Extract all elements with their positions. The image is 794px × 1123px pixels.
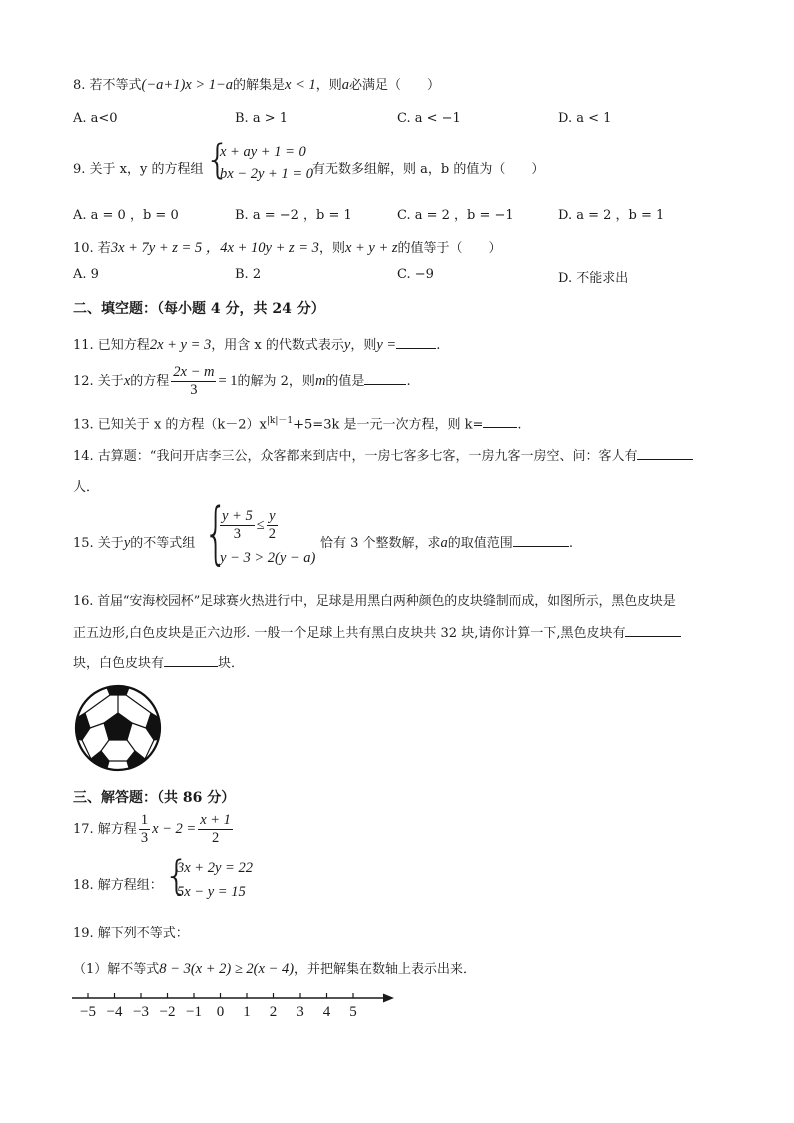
- q10-math: 3x + 7y + z = 5 ，4x + 10y + z = 3: [110, 240, 319, 256]
- q18-eq1: 3x + 2y = 22: [177, 860, 253, 876]
- q12-prefix: 12. 关于: [73, 374, 124, 389]
- q8-option-c[interactable]: C. a < −1: [397, 111, 461, 126]
- q10-stem: [73, 236, 502, 257]
- q13-exponent: |k|－1: [266, 416, 294, 426]
- q11-suffix: ，则: [350, 338, 377, 353]
- soccer-ball-icon: [73, 683, 163, 773]
- q9-option-c[interactable]: C. a = 2 ，b = −1: [397, 208, 514, 223]
- q19-title: 19. 解下列不等式：: [73, 926, 189, 941]
- q8-end: 必满足（ ）: [349, 78, 441, 93]
- q9-option-b[interactable]: B. a = −2 ，b = 1: [235, 208, 352, 223]
- number-line-label: 5: [349, 1004, 357, 1020]
- q15-ineq1-op: ≤: [256, 516, 265, 533]
- q8-var: a: [341, 77, 350, 93]
- q17-frac-right: [198, 812, 233, 847]
- q15-frac-right: [267, 508, 278, 543]
- q15-var: y: [123, 535, 131, 551]
- q16-line3: [73, 652, 244, 671]
- q12-fraction: [171, 364, 216, 399]
- q11-stem: [73, 334, 440, 354]
- q12-frac-den: 3: [190, 382, 198, 398]
- q16-line3-a: 块，白色皮块有: [73, 656, 165, 671]
- q15-suffix: [320, 532, 573, 552]
- q19-part1: [73, 958, 476, 978]
- soccer-ball-figure: [73, 683, 163, 777]
- q15-frac-left: [220, 508, 255, 543]
- q12-mid: 的方程: [130, 374, 170, 389]
- q17-mid: x − 2 =: [152, 821, 197, 837]
- q11-answer-blank[interactable]: [396, 336, 436, 349]
- q12-answer-blank[interactable]: [364, 372, 406, 385]
- q8-option-d[interactable]: D. a < 1: [558, 111, 612, 126]
- q15-prefix-text: 15. 关于: [73, 536, 124, 551]
- q9-prefix: 9. 关于 x，y 的方程组: [73, 162, 204, 177]
- q17-prefix: 17. 解方程: [73, 822, 137, 837]
- q8-math: (−a+1)x > 1−a: [141, 77, 234, 93]
- q15-prefix: [73, 532, 195, 552]
- q16-line2: [73, 622, 681, 641]
- q8-mid: 的解集是: [233, 78, 286, 93]
- q16-black-blank[interactable]: [625, 624, 681, 637]
- number-line-arrow: [383, 994, 394, 1003]
- q17-frac-right-num: x + 1: [200, 812, 231, 828]
- q9-eq2: bx − 2y + 1 = 0: [220, 166, 313, 182]
- q15-frac-left-num: y + 5: [222, 508, 253, 524]
- q8-suffix: ，则: [315, 78, 342, 93]
- q9-suffix: 有无数多组解，则 a，b 的值为（ ）: [312, 162, 545, 177]
- q17-frac-right-den: 2: [211, 830, 220, 846]
- q15-frac-right-num: y: [267, 508, 278, 526]
- q15-var2: a: [440, 535, 448, 551]
- q15-end: .: [568, 536, 573, 551]
- section2-title: 二、填空题：（每小题 4 分，共 24 分）: [73, 301, 325, 317]
- number-line-label: −1: [186, 1004, 202, 1020]
- q13-stem: [73, 413, 522, 432]
- q17-frac-left: [139, 812, 150, 847]
- q12-stem: [73, 364, 411, 399]
- q16-line2-text: 正五边形,白色皮块是正六边形. 一般一个足球上共有黑白皮块共 32 块,请你计算一下,黑色皮块有: [73, 626, 626, 641]
- q14-text: 14. 古算题：“我问开店李三公，众客都来到店中，一房七客多七客，一房九客一房空、问：客人有: [73, 449, 638, 464]
- q13-answer-blank[interactable]: [483, 415, 517, 428]
- q8-prefix: 8. 若不等式: [73, 78, 142, 93]
- q11-mid: ，用含 x 的代数式表示: [211, 338, 344, 353]
- q10-option-b[interactable]: B. 2: [235, 267, 262, 282]
- q17-stem: [73, 812, 235, 847]
- q10-mid: ，则: [318, 241, 345, 256]
- q10-option-a[interactable]: A. 9: [73, 267, 99, 282]
- number-line-label: 2: [269, 1004, 278, 1020]
- number-line[interactable]: [70, 988, 400, 1024]
- section3-title: 三、解答题：（共 86 分）: [73, 790, 236, 806]
- q19-part1-prefix: （1）解不等式: [73, 962, 160, 977]
- number-line-label: 1: [243, 1004, 251, 1020]
- q9-eq1: x + ay + 1 = 0: [220, 144, 306, 160]
- q10-suffix: 的值等于（ ）: [397, 241, 502, 256]
- q13-end: .: [517, 417, 522, 433]
- q10-math2: x + y + z: [344, 240, 398, 256]
- q15-ineq1: [218, 508, 280, 543]
- q13-suffix: +5=3k 是一元一次方程，则 k=: [293, 417, 484, 433]
- q18-eq2: 5x − y = 15: [177, 884, 246, 900]
- q12-suffix: 的值是: [325, 374, 365, 389]
- q10-prefix: 10. 若: [73, 241, 111, 256]
- q19-part1-suffix: ，并把解集在数轴上表示出来．: [294, 962, 477, 977]
- q15-ineq2: y − 3 > 2(y − a): [220, 550, 316, 566]
- number-line-label: 4: [322, 1004, 331, 1020]
- q14-line1: [73, 445, 693, 464]
- q16-line3-b: 块．: [218, 656, 245, 671]
- q11-prefix: 11. 已知方程: [73, 338, 150, 353]
- q8-stem: [73, 74, 440, 94]
- q16-white-blank[interactable]: [164, 654, 218, 667]
- q12-var: x: [123, 373, 131, 389]
- q8-option-b[interactable]: B. a > 1: [235, 111, 288, 126]
- q12-frac-num: 2x − m: [173, 364, 215, 380]
- q10-option-c[interactable]: C. −9: [397, 267, 434, 282]
- q9-brace: {: [205, 137, 231, 183]
- q16-line1: 16. 首届“安海校园杯”足球赛火热进行中，足球是用黑白两种颜色的皮块缝制而成，如图所示，黑色皮块是: [73, 594, 676, 609]
- q12-mid2: 的解为 2，则: [237, 374, 315, 389]
- q9-option-a[interactable]: A. a = 0 ，b = 0: [73, 208, 179, 223]
- q15-mid: 的不等式组: [130, 536, 196, 551]
- q14-answer-blank[interactable]: [637, 447, 693, 460]
- q11-end: .: [436, 338, 441, 353]
- q11-var: y: [343, 337, 351, 353]
- q15-suffix2: 的取值范围: [447, 536, 513, 551]
- q13-prefix: 13. 已知关于 x 的方程（k－2）x: [73, 417, 267, 433]
- q8-option-a[interactable]: A. a<0: [73, 111, 118, 126]
- q8-math2: x < 1: [285, 77, 316, 93]
- q9-option-d[interactable]: D. a = 2 ，b = 1: [558, 208, 665, 223]
- q17-frac-left-den: 3: [140, 830, 149, 846]
- q15-brace: {: [204, 494, 228, 573]
- q10-option-d[interactable]: D. 不能求出: [558, 271, 629, 286]
- number-line-label: 3: [296, 1004, 304, 1020]
- q18-prefix: 18. 解方程组：: [73, 878, 163, 893]
- q11-answer-lhs: y =: [376, 337, 397, 353]
- q15-answer-blank[interactable]: [513, 534, 569, 547]
- q18-brace: {: [164, 853, 190, 899]
- q17-frac-left-num: 1: [140, 812, 149, 828]
- q15-suffix-text: 恰有 3 个整数解，求: [320, 536, 441, 551]
- number-line-label: −5: [80, 1004, 96, 1020]
- q11-math: 2x + y = 3: [149, 337, 212, 353]
- q12-var2: m: [314, 373, 326, 389]
- number-line-label: −4: [106, 1004, 123, 1020]
- q15-frac-left-den: 3: [233, 526, 241, 542]
- q15-frac-right-den: 2: [268, 526, 276, 542]
- number-line-label: −2: [159, 1004, 176, 1020]
- number-line-label: −3: [133, 1004, 149, 1020]
- q19-part1-math: 8 − 3(x + 2) ≥ 2(x − 4): [159, 961, 295, 977]
- q12-end: .: [406, 374, 411, 389]
- number-line-label: 0: [216, 1004, 225, 1020]
- q12-rhs: = 1: [218, 373, 238, 389]
- q14-line2: 人．: [73, 480, 100, 495]
